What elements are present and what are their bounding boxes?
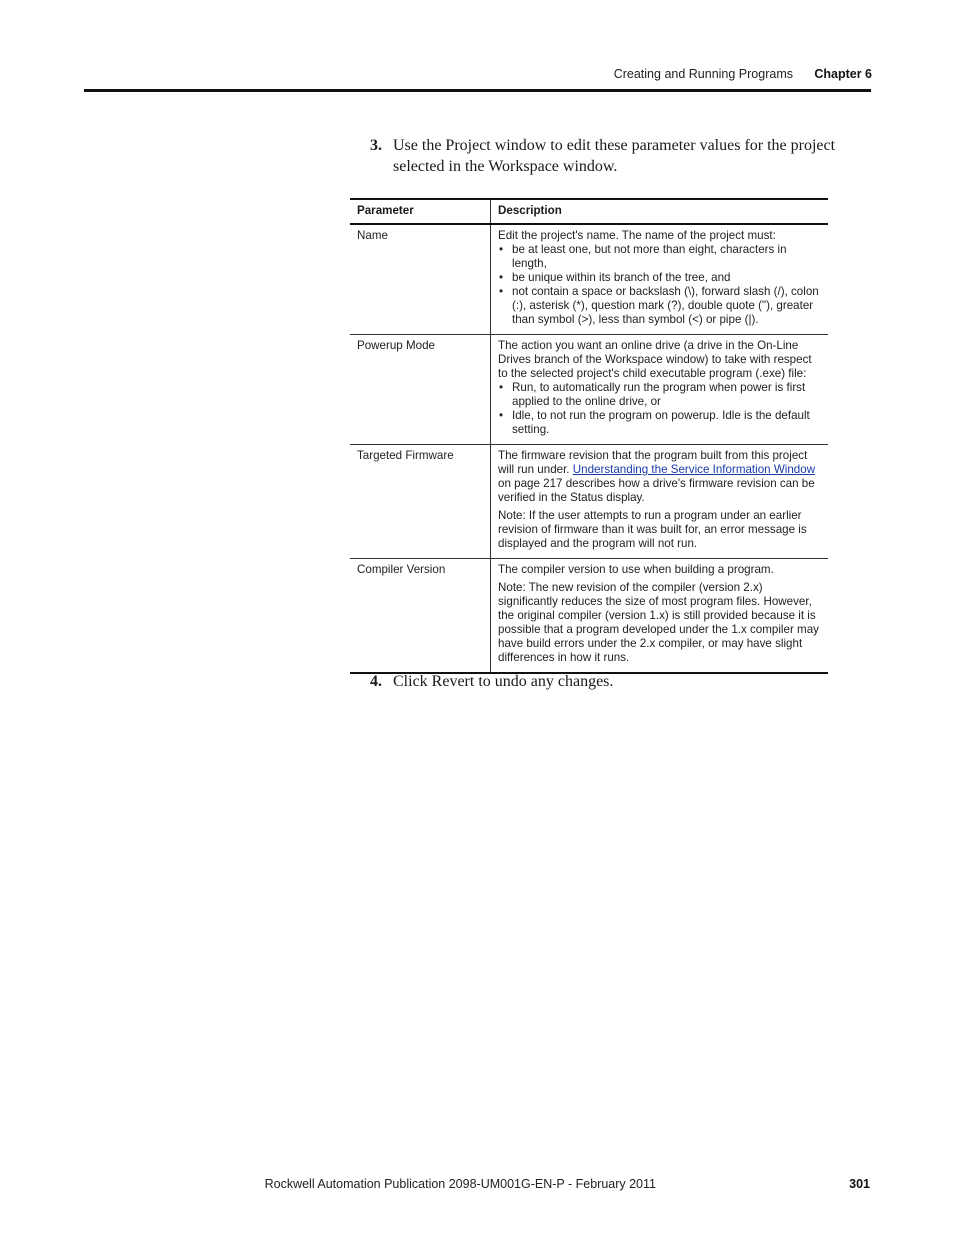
description-cell [491, 445, 829, 559]
step-3-number: 3. [370, 137, 382, 154]
description-text: The firmware revision that the program built from this project will run under. [498, 449, 808, 476]
table-row [350, 335, 828, 445]
description-intro: The action you want an online drive (a drive in the On-Line Drives branch of the Workspace window) to take with respect to the selected project's child executable program (.exe) file: [498, 339, 812, 380]
column-header-parameter: Parameter [350, 199, 491, 224]
page-number: 301 [849, 1177, 870, 1191]
step-4-number: 4. [370, 673, 382, 690]
table-row [350, 559, 828, 674]
table-header-row [350, 199, 828, 224]
description-intro: Edit the project's name. The name of the project must: [498, 229, 776, 242]
parameter-cell: Powerup Mode [350, 335, 491, 445]
description-note: Note: The new revision of the compiler (version 2.x) significantly reduces the size of most program files. However, the original compiler (version 1.x) is still provided because it is possible that a program developed under the 1.x compiler may have build errors under the 2.x compiler, or may have slight differences in how it runs. [498, 581, 819, 664]
bullet-item: • Run, to automatically run the program when power is first applied to the online drive, or [498, 381, 821, 409]
step-3 [370, 135, 840, 179]
bullet-item: • be at least one, but not more than eight, characters in length, [498, 243, 821, 271]
table-row [350, 224, 828, 335]
description-paragraph: The compiler version to use when building a program. [498, 563, 774, 576]
running-header-section: Creating and Running Programs [613, 67, 793, 81]
footer-publication: Rockwell Automation Publication 2098-UM001G-EN-P - February 2011 [264, 1177, 656, 1191]
description-note: Note: If the user attempts to run a program under an earlier revision of firmware than it was built for, an error message is displayed and the program will not run. [498, 509, 807, 550]
description-cell [491, 335, 829, 445]
bullet-list [498, 243, 821, 327]
bullet-item: • be unique within its branch of the tree, and [498, 271, 821, 285]
description-text: on page 217 describes how a drive's firmware revision can be verified in the Status display. [498, 477, 815, 504]
parameter-cell: Compiler Version [350, 559, 491, 674]
service-information-window-link[interactable]: Understanding the Service Information Window [572, 463, 816, 476]
running-header-chapter: Chapter 6 [814, 67, 872, 81]
parameter-table [350, 198, 828, 674]
header-rule [84, 89, 871, 92]
step-4-text: Click Revert to undo any changes. [393, 673, 614, 690]
step-4 [370, 671, 840, 693]
step-3-text: Use the Project window to edit these parameter values for the project selected in the Workspace window. [393, 137, 836, 175]
bullet-item: • Idle, to not run the program on powerup. Idle is the default setting. [498, 409, 821, 437]
table-row [350, 445, 828, 559]
description-cell [491, 559, 829, 674]
description-cell [491, 224, 829, 335]
description-paragraph [498, 449, 821, 505]
parameter-cell: Targeted Firmware [350, 445, 491, 559]
bullet-item: • not contain a space or backslash (\), forward slash (/), colon (:), asterisk (*), question mark (?), double quote ("), greater than symbol (>), less than symbol (<) or pipe (|). [498, 285, 821, 327]
column-header-description: Description [491, 199, 829, 224]
parameter-cell: Name [350, 224, 491, 335]
bullet-list [498, 381, 821, 437]
